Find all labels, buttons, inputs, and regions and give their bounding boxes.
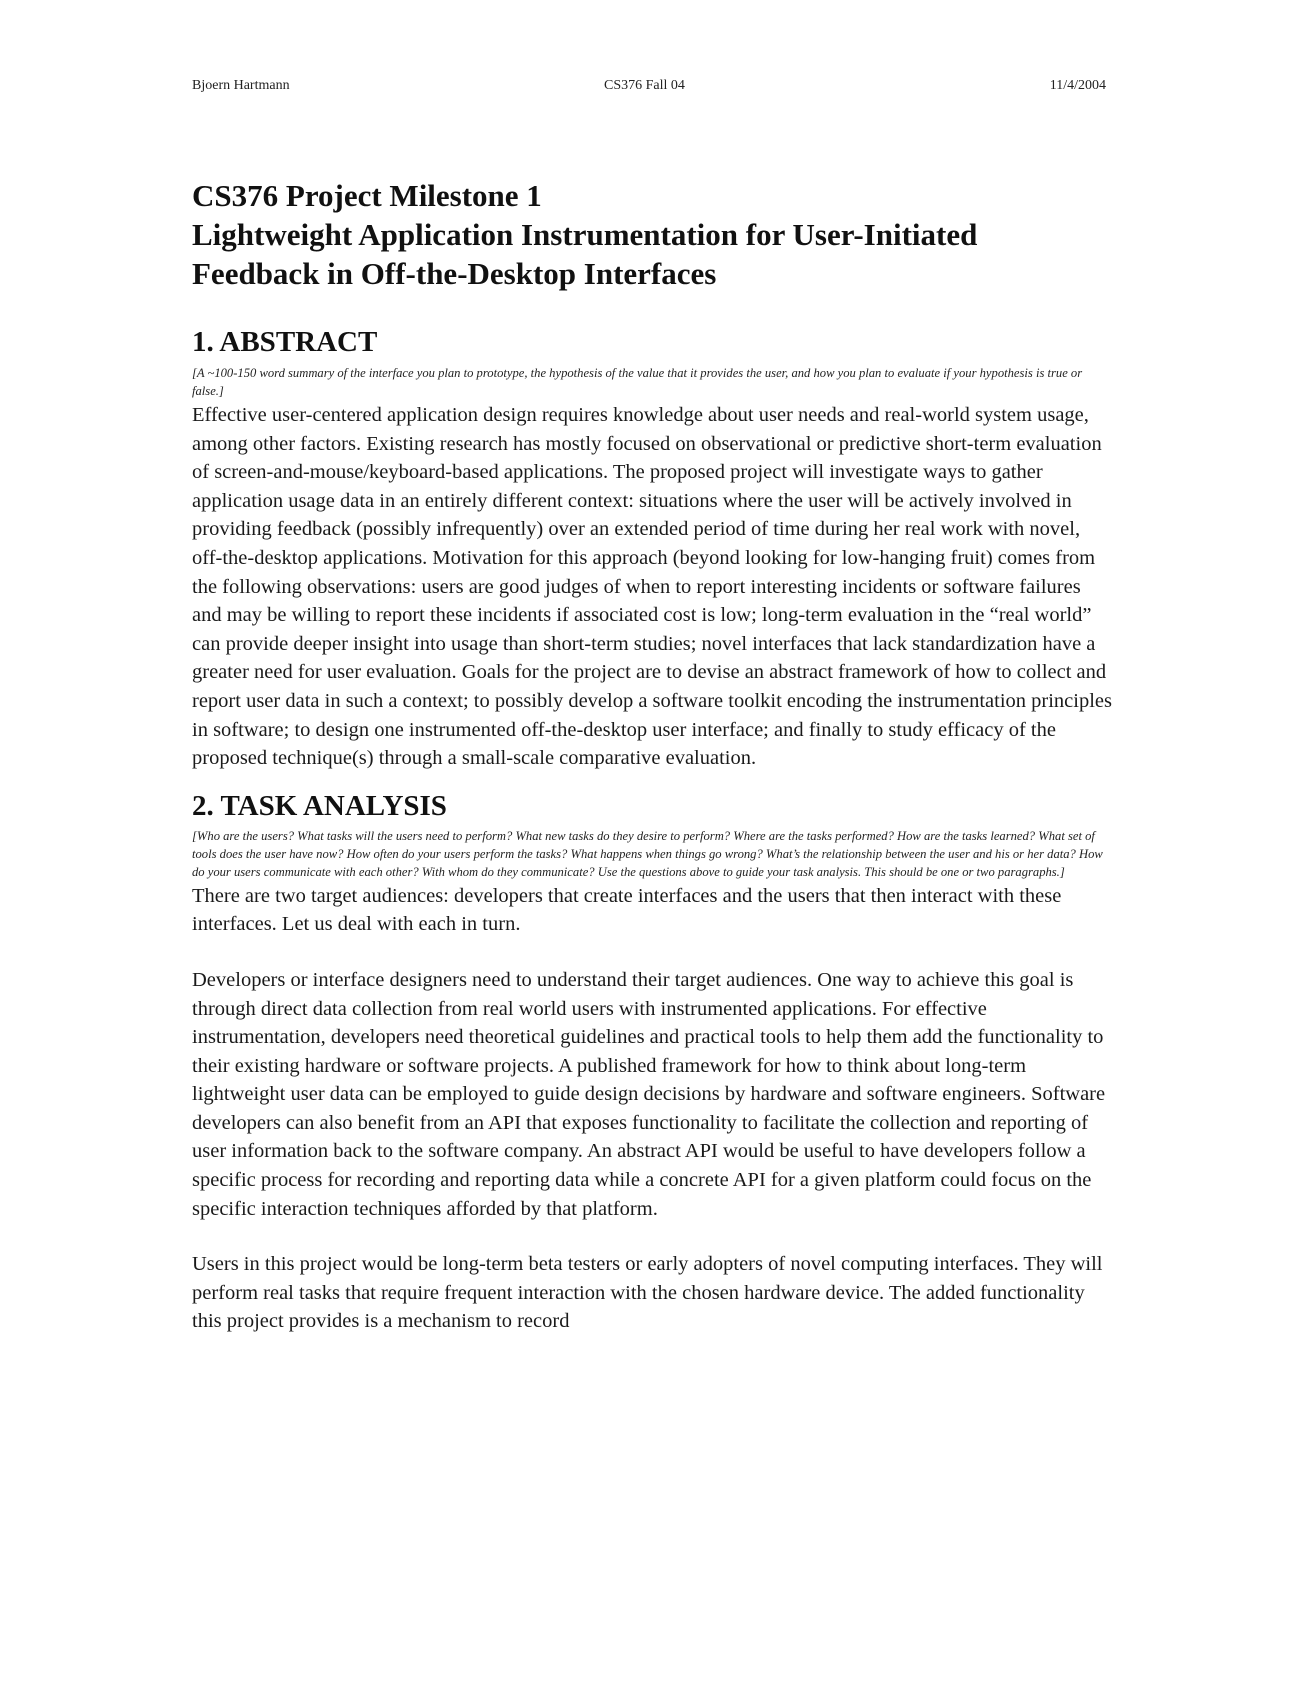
document-title xyxy=(192,176,1112,293)
task-analysis-paragraph-3: Users in this project would be long-term beta testers or early adopters of novel computing interfaces. They will perform real tasks that require frequent interaction with the chosen hardware device. The added functionality this project provides is a mechanism to record xyxy=(192,1253,1103,1333)
header-course: CS376 Fall 04 xyxy=(604,78,685,93)
header-date: 11/4/2004 xyxy=(1049,78,1106,93)
title-line-1: CS376 Project Milestone 1 xyxy=(192,178,542,213)
abstract-instructions: [A ~100-150 word summary of the interface you plan to prototype, the hypothesis of the value that it provides the user, and how you plan to evaluate if your hypothesis is true or false.] xyxy=(192,366,1083,398)
title-line-2: Lightweight Application Instrumentation for User-Initiated xyxy=(192,217,978,252)
abstract-paragraph: Effective user-centered application design requires knowledge about user needs and real-world system usage, among other factors. Existing research has mostly focused on observational or predictive short-term evaluation of screen-and-mouse/keyboard-based applications. The proposed project will investigate ways to gather application usage data in an entirely different context: situations where the user will be actively involved in providing feedback (possibly infrequently) over an extended period of time during her real work with novel, off-the-desktop applications. Motivation for this approach (beyond looking for low-hanging fruit) comes from the following observations: users are good judges of when to report interesting incidents or software failures and may be willing to report these incidents if associated cost is low; long-term evaluation in the “real world” can provide deeper insight into usage than short-term studies; novel interfaces that lack standardization have a greater need for user evaluation. Goals for the project are to devise an abstract framework of how to collect and report user data in such a context; to possibly develop a software toolkit encoding the instrumentation principles in software; to design one instrumented off-the-desktop user interface; and finally to study efficacy of the proposed technique(s) through a small-scale comparative evaluation. xyxy=(192,404,1112,770)
page-header xyxy=(192,78,1106,98)
document-body xyxy=(192,176,1112,1336)
task-analysis-paragraph-2: Developers or interface designers need to understand their target audiences. One way to achieve this goal is through direct data collection from real world users with instrumented applications. For effective instrumentation, developers need theoretical guidelines and practical tools to help them add the functionality to their existing hardware or software projects. A published framework for how to think about long-term lightweight user data can be employed to guide design decisions by hardware and software engineers. Software developers can also benefit from an API that exposes functionality to facilitate the collection and reporting of user information back to the software company. An abstract API would be useful to have developers follow a specific process for recording and reporting data while a concrete API for a given platform could focus on the specific interaction techniques afforded by that platform. xyxy=(192,968,1106,1220)
title-line-3: Feedback in Off-the-Desktop Interfaces xyxy=(192,256,717,291)
task-analysis-paragraph-1: There are two target audiences: developers that create interfaces and the users that then interact with these interfaces. Let us deal with each in turn. xyxy=(192,884,1062,936)
header-author: Bjoern Hartmann xyxy=(192,78,290,93)
task-analysis-instructions: [Who are the users? What tasks will the users need to perform? What new tasks do they desire to perform? Where are the tasks performed? How are the tasks learned? What set of tools does the user have now? How often do your users perform the tasks? What happens when things go wrong? What’s the relationship between the user and his or her data? How do your users communicate with each other? With whom do they communicate? Use the questions above to guide your task analysis. This should be one or two paragraphs.] xyxy=(192,828,1103,879)
task-analysis-heading: 2. TASK ANALYSIS xyxy=(192,789,447,822)
abstract-heading: 1. ABSTRACT xyxy=(192,326,378,358)
